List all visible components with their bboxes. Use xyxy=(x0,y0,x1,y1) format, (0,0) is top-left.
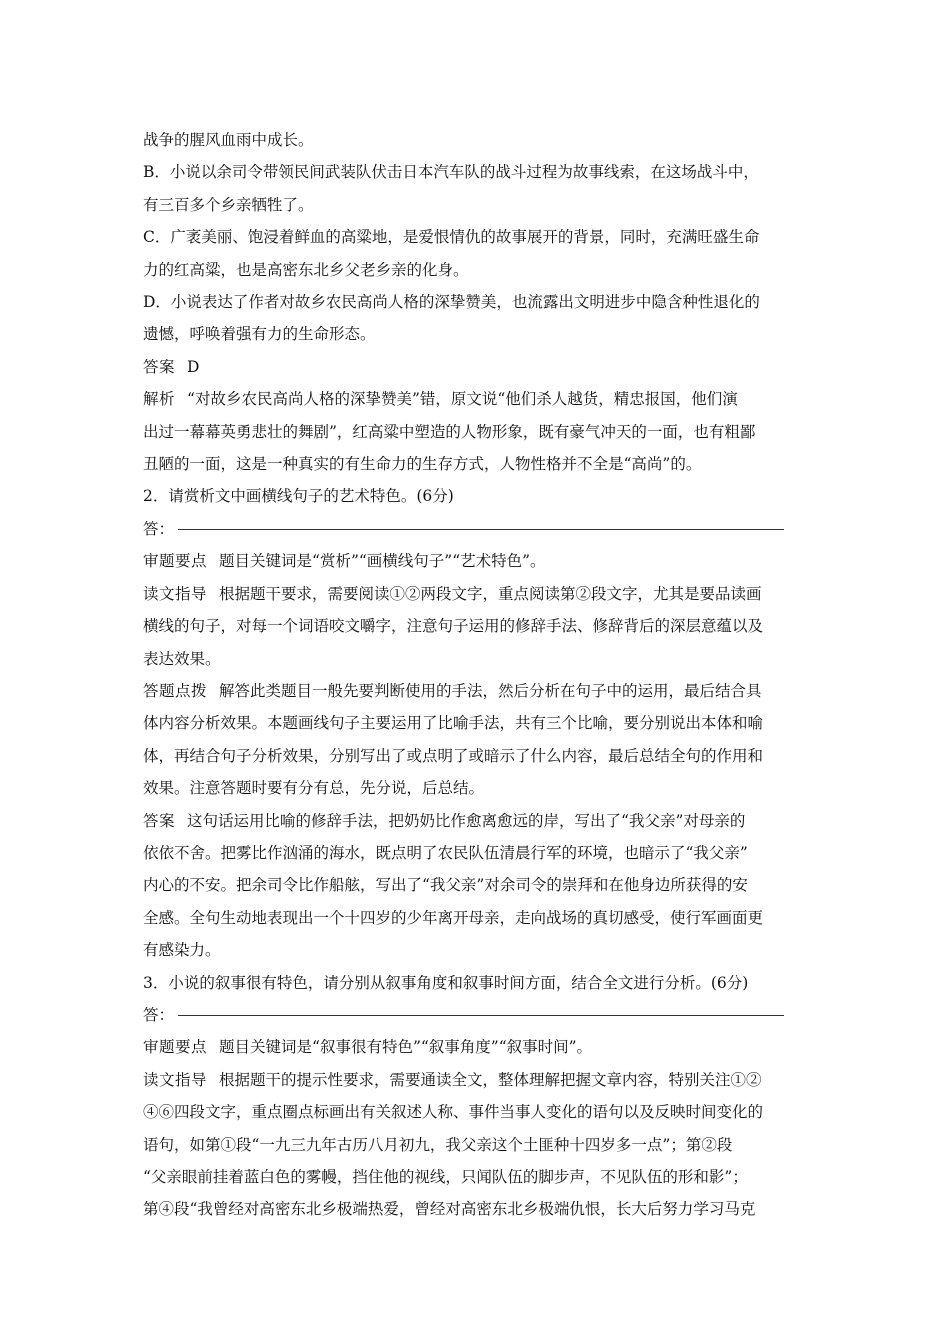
review-points-text: 题目关键词是“赏析”“画横线句子”“艺术特色”。 xyxy=(219,552,546,571)
text-line: 战争的腥风血雨中成长。 xyxy=(143,131,314,149)
text-line: 出过一幕幕英勇悲壮的舞剧”，红高粱中塑造的人物形象，既有豪气冲天的一面，也有粗鄙 xyxy=(143,422,756,441)
review-points-tag: 审题要点 xyxy=(143,1038,208,1057)
text-line: 遗憾，呼唤着强有力的生命形态。 xyxy=(143,325,376,344)
review-points-tag: 审题要点 xyxy=(143,552,208,571)
text-line: 依依不舍。把雾比作汹涌的海水，既点明了农民队伍清晨行军的环境，也暗示了“我父亲” xyxy=(143,843,748,862)
analysis-text: “对故乡农民高尚人格的深挚赞美”错，原文说“他们杀人越货，精忠报国，他们演 xyxy=(187,390,738,409)
text-line: 语句，如第①段“一九三九年古历八月初九，我父亲这个土匪种十四岁多一点”；第②段 xyxy=(143,1135,733,1154)
text-line: 全感。全句生动地表现出一个十四岁的少年离开母亲，走向战场的真切感受，使行军画面更 xyxy=(143,908,764,927)
text-line: 力的红高粱，也是高密东北乡父老乡亲的化身。 xyxy=(143,260,469,279)
answer-tag: 答案 xyxy=(143,357,176,376)
review-points-line xyxy=(143,545,811,577)
text-line: 表达效果。 xyxy=(143,649,221,668)
text-line: 内心的不安。把余司令比作船舷，写出了“我父亲”对余司令的崇拜和在他身边所获得的安 xyxy=(143,876,748,895)
text-line: 体，再结合句子分析效果，分别写出了或点明了或暗示了什么内容，最后总结全句的作用和 xyxy=(143,746,764,765)
reading-guide-tag: 读文指导 xyxy=(143,1070,208,1089)
answer-prompt: 答： xyxy=(143,519,175,538)
answer-tag: 答案 xyxy=(143,811,176,830)
answer-line xyxy=(143,351,811,383)
text-line: 丑陋的一面，这是一种真实的有生命力的生存方式，人物性格并不全是“高尚”的。 xyxy=(143,455,702,474)
text-line: 第④段“我曾经对高密东北乡极端热爱，曾经对高密东北乡极端仇恨，长大后努力学习马克 xyxy=(143,1200,756,1219)
text-line: 效果。注意答题时要有分有总，先分说，后总结。 xyxy=(143,779,485,798)
text-line: ④⑥四段文字，重点圈点标画出有关叙述人称、事件当事人变化的语句以及反映时间变化的 xyxy=(143,1103,764,1122)
answer-line xyxy=(143,805,811,837)
answer-underline xyxy=(178,1014,784,1016)
option-b-line: B．小说以余司令带领民间武装队伏击日本汽车队的战斗过程为故事线索，在这场战斗中， xyxy=(143,163,759,182)
review-points-text: 题目关键词是“叙事很有特色”“叙事角度”“叙事时间”。 xyxy=(219,1038,593,1057)
text-line: 有三百多个乡亲牺牲了。 xyxy=(143,195,314,214)
answer-underline xyxy=(178,528,784,530)
answer-tips-tag: 答题点拨 xyxy=(143,681,208,700)
option-d-line: D．小说表达了作者对故乡农民高尚人格的深挚赞美，也流露出文明进步中隐含种性退化的 xyxy=(143,293,760,312)
review-points-line xyxy=(143,1031,811,1063)
option-c-line: C．广袤美丽、饱浸着鲜血的高粱地，是爱恨情仇的故事展开的背景，同时，充满旺盛生命 xyxy=(143,228,760,247)
question-3: 3．小说的叙事很有特色，请分别从叙事角度和叙事时间方面，结合全文进行分析。(6分) xyxy=(143,973,749,992)
reading-guide-tag: 读文指导 xyxy=(143,584,208,603)
text-line: 有感染力。 xyxy=(143,941,221,960)
answer-blank-line xyxy=(143,999,811,1031)
analysis-tag: 解析 xyxy=(143,390,176,409)
answer-prompt: 答： xyxy=(143,1005,175,1024)
reading-guide-line xyxy=(143,1064,811,1096)
answer-tips-text: 解答此类题目一般先要判断使用的手法，然后分析在句子中的运用，最后结合具 xyxy=(219,681,762,700)
answer-text: 这句话运用比喻的修辞手法，把奶奶比作愈离愈远的岸，写出了“我父亲”对母亲的 xyxy=(187,811,746,830)
answer-tips-line xyxy=(143,675,811,707)
text-line: 体内容分析效果。本题画线句子主要运用了比喻手法，共有三个比喻，要分别说出本体和喻 xyxy=(143,714,764,733)
answer-value: D xyxy=(187,357,200,376)
reading-guide-text: 根据题干要求，需要阅读①②两段文字，重点阅读第②段文字，尤其是要品读画 xyxy=(219,584,762,603)
reading-guide-text: 根据题干的提示性要求，需要通读全文，整体理解把握文章内容，特别关注①② xyxy=(219,1070,762,1089)
answer-blank-line xyxy=(143,513,811,545)
reading-guide-line xyxy=(143,578,811,610)
document-body xyxy=(143,124,811,1226)
analysis-line xyxy=(143,383,811,415)
question-2: 2．请赏析文中画横线句子的艺术特色。(6分) xyxy=(143,487,454,506)
text-line: 横线的句子，对每一个词语咬文嚼字，注意句子运用的修辞手法、修辞背后的深层意蕴以及 xyxy=(143,617,764,636)
text-line: “父亲眼前挂着蓝白色的雾幔，挡住他的视线，只闻队伍的脚步声，不见队伍的形和影”； xyxy=(143,1168,748,1186)
